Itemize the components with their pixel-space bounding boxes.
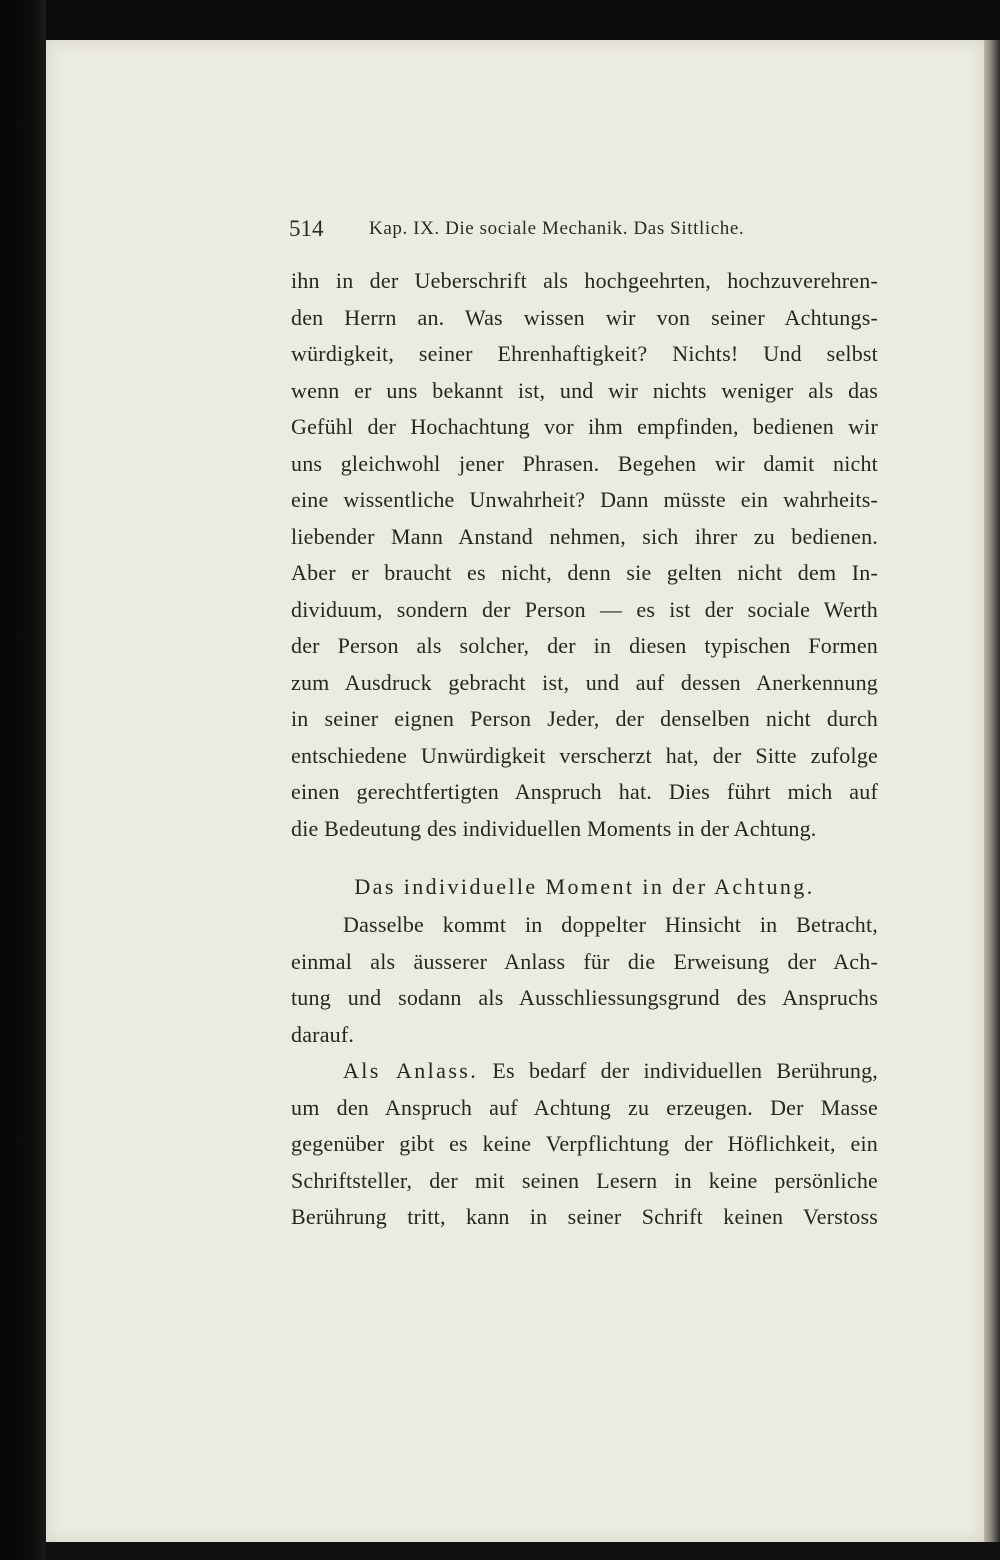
page-header (289, 216, 789, 246)
text-line: entschiedene Unwürdigkeit verscherzt hat, der Sitte zufolge (291, 742, 878, 768)
emphasized-term: Als Anlass. (343, 1058, 479, 1083)
text-line: ihn in der Ueberschrift als hochgeehrten, hochzuverehren- (291, 268, 878, 293)
text-line: liebender Mann Anstand nehmen, sich ihrer zu bedienen. (291, 523, 878, 549)
page-number: 514 (289, 216, 324, 241)
running-title: Kap. IX. Die sociale Mechanik. Das Sittliche. (369, 218, 745, 239)
text-line: einmal als äusserer Anlass für die Erweisung der Ach- (291, 948, 878, 974)
text-line: Dasselbe kommt in doppelter Hinsicht in Betracht, (343, 912, 878, 937)
text-line: der Person als solcher, der in diesen typischen Formen (291, 633, 878, 658)
text-line: gegenüber gibt es keine Verpflichtung der Höflichkeit, ein (291, 1131, 878, 1156)
text-line: tung und sodann als Ausschliessungsgrund des Anspruchs (291, 985, 878, 1010)
text-line: Schriftsteller, der mit seinen Lesern in keine persönliche (291, 1167, 878, 1193)
paragraph (291, 263, 878, 847)
text-line: in seiner eignen Person Jeder, der denselben nicht durch (291, 706, 878, 731)
section-heading: Das individuelle Moment in der Achtung. (354, 874, 815, 899)
section-gap (291, 847, 878, 867)
text-span: Es bedarf der individuellen Berührung, (478, 1058, 878, 1083)
text-line: uns gleichwohl jener Phrasen. Begehen wir damit nicht (291, 450, 878, 476)
text-line: einen gerechtfertigten Anspruch hat. Dies führt mich auf (291, 779, 878, 804)
text-line: um den Anspruch auf Achtung zu erzeugen. Der Masse (291, 1094, 878, 1120)
text-line: Aber er braucht es nicht, denn sie gelten nicht dem In- (291, 560, 878, 585)
page-right-edge (984, 40, 1000, 1542)
text-line: zum Ausdruck gebracht ist, und auf dessen Anerkennung (291, 669, 878, 695)
text-line: wenn er uns bekannt ist, und wir nichts weniger als das (291, 377, 878, 403)
text-line (291, 1053, 878, 1090)
text-line: dividuum, sondern der Person — es ist der sociale Werth (291, 596, 878, 622)
text-line: Berührung tritt, kann in seiner Schrift keinen Verstoss (291, 1204, 878, 1229)
text-line: eine wissentliche Unwahrheit? Dann müsste ein wahrheits- (291, 487, 878, 512)
text-line: Gefühl der Hochachtung vor ihm empfinden, bedienen wir (291, 414, 878, 439)
text-line: den Herrn an. Was wissen wir von seiner Achtungs- (291, 304, 878, 330)
text-line: würdigkeit, seiner Ehrenhaftigkeit? Nichts! Und selbst (291, 341, 878, 366)
text-line: die Bedeutung des individuellen Moments in der Achtung. (291, 815, 817, 841)
paragraph (291, 1053, 878, 1236)
text-line: darauf. (291, 1021, 355, 1047)
body-text (291, 263, 878, 1236)
scan-bottom-border (46, 1542, 1000, 1560)
paragraph (291, 907, 878, 1053)
scan-left-border (0, 0, 46, 1560)
